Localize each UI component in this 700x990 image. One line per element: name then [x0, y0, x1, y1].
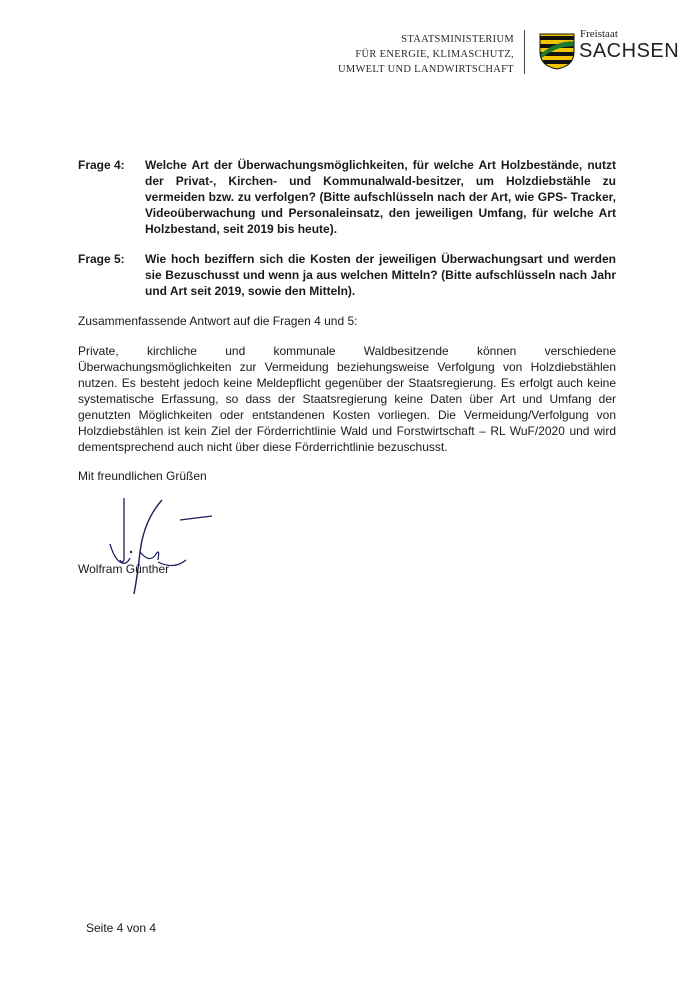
question-4-text: Welche Art der Überwachungsmöglichkeiten, für welche Art Holzbestände, nutzt der Privat-, Kirchen- und Kommunalwald-besitzer, um Holzdiebstähle zu vermeiden bzw. zu verfolgen? (Bitte aufschlüsseln nach der Art, wie GPS- Tracker, Videoüberwachung und Personaleinsatz, den jeweiligen Umfang, für welche Art Holzbestand, seit 2019 bis heute).	[145, 158, 616, 236]
answer-paragraph: Private, kirchliche und kommunale Waldbesitzende können verschiedene Überwachungsmöglichkeiten zur Vermeidung beziehungsweise Verfolgung von Holzdiebstählen nutzen. Es besteht jedoch keine Meldepflicht gegenüber der Staatsregierung. Es erfolgt auch keine systematische Erfassung, so dass der Staatsregierung keine Daten über Art und Umfang der genutzten Möglichkeiten oder entstandenen Kosten vorliegen. Die Vermeidung/Verfolgung von Holzdiebstählen ist kein Ziel der Förderrichtlinie Wald und Forstwirtschaft – RL WuF/2020 und wird dementsprechend auch nicht über diese Förderrichtlinie bezuschusst.	[78, 344, 616, 454]
page-number: Seite 4 von 4	[86, 921, 157, 935]
sachsen-label: SACHSEN	[579, 40, 680, 62]
signer-name: Wolfram Günther	[78, 562, 170, 576]
question-5	[78, 251, 616, 299]
ministry-line-2: FÜR ENERGIE, KLIMASCHUTZ,	[355, 49, 514, 60]
question-4-label: Frage 4:	[78, 158, 125, 172]
closing-greeting: Mit freundlichen Grüßen	[78, 469, 207, 483]
letterhead	[0, 28, 700, 78]
question-4	[78, 157, 616, 237]
ministry-name	[338, 32, 514, 77]
summary-heading: Zusammenfassende Antwort auf die Fragen 4 und 5:	[78, 314, 358, 328]
letter-body	[78, 157, 616, 484]
handwritten-signature	[100, 490, 220, 600]
freistaat-label: Freistaat	[580, 28, 618, 40]
header-divider	[524, 30, 525, 74]
saxony-coat-of-arms-icon	[538, 32, 576, 70]
ministry-line-3: UMWELT UND LANDWIRTSCHAFT	[337, 64, 514, 75]
question-5-text: Wie hoch beziffern sich die Kosten der jeweiligen Überwachungsart und werden sie Bezuschusst und wenn ja aus welchen Mitteln? (Bitte aufschlüsseln nach Jahr und Art seit 2019, sowie den Mitteln).	[145, 252, 616, 298]
question-5-label: Frage 5:	[78, 252, 125, 266]
ministry-line-1: STAATSMINISTERIUM	[401, 34, 514, 45]
